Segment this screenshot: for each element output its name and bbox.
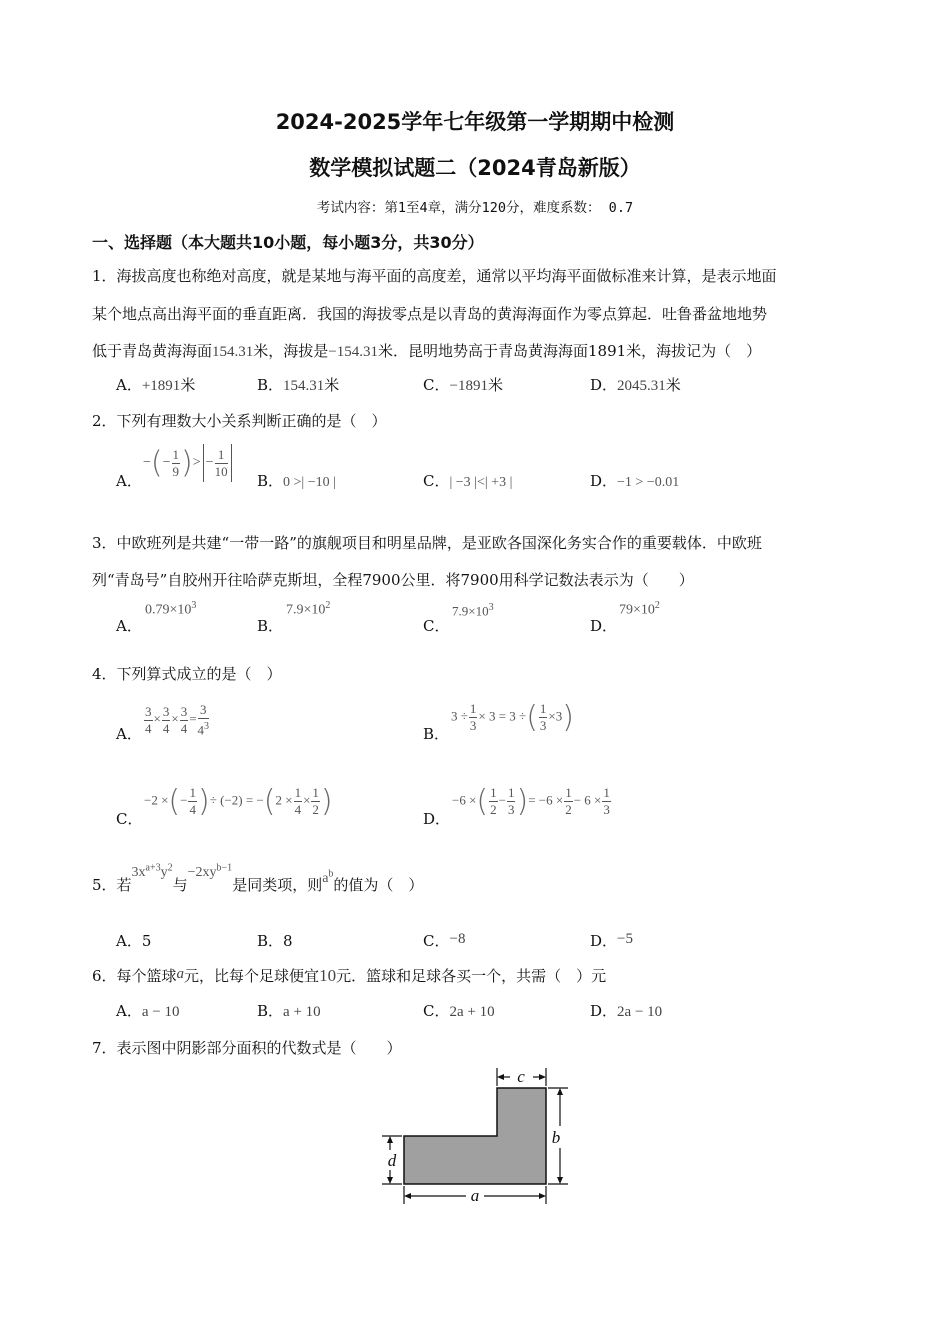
q3-option-b-value: $7.9\times 10^2$ <box>286 600 331 618</box>
q1-line1: 1．海拔高度也称绝对高度，就是某地与海平面的高度差，通常以平均海平面做标准来计算，是表示地面 <box>92 267 777 285</box>
q4-option-a-label[interactable]: A． <box>116 725 142 743</box>
exam-info: 考试内容：第1至4章，满分120分，难度系数： 0.7 <box>316 200 634 216</box>
q4-option-d-expr: −6 ×( $\frac{1}{2}$ − $\frac{1}{3}$ )= −6 × $\frac{1}{2}$ − 6 × $\frac{1}{3}$ <box>452 784 610 819</box>
q2-option-a-label[interactable]: A． <box>116 472 142 490</box>
q6-stem: 6．每个篮球a元，比每个足球便宜10元．篮球和足球各买一个，共需（ ）元 <box>92 966 607 985</box>
q6-option-d[interactable]: D．2a − 10 <box>590 1002 663 1020</box>
label-c: c <box>517 1067 525 1086</box>
label-a: a <box>470 1186 480 1205</box>
q1-option-a[interactable]: A．+1891米 <box>116 376 196 394</box>
q5-option-d[interactable]: D．−5 <box>590 931 633 950</box>
q2-option-c[interactable]: C．| −3 |<| +3 | <box>423 472 513 490</box>
label-d: d <box>387 1151 397 1170</box>
shaded-region <box>404 1088 546 1184</box>
q1-option-c[interactable]: C．−1891米 <box>423 376 503 394</box>
q1-option-d[interactable]: D．2045.31米 <box>590 376 681 394</box>
q5-option-b[interactable]: B．8 <box>257 932 293 950</box>
page-subtitle: 数学模拟试题二（2024青岛新版） <box>309 156 641 180</box>
q3-line1: 3．中欧班列是共建“一带一路”的旗舰项目和明星品牌，是亚欧各国深化务实合作的重要载体．中欧班 <box>92 534 762 552</box>
q3-option-c-value: $7.9\times 10^3$ <box>452 602 494 619</box>
q2-option-b[interactable]: B．0 >| −10 | <box>257 472 336 490</box>
label-b: b <box>551 1128 561 1147</box>
q2-option-a-expr: −(− $\frac{1}{9}$ )> − $\frac{1}{10}$ <box>143 444 234 482</box>
q1-line3: 低于青岛黄海海面154.31米，海拔是−154.31米．昆明地势高于青岛黄海海面1891米，海拔记为（ ） <box>92 342 762 360</box>
q5-stem: 5．若$3x^{a+3}y^2$与$-2xy^{b-1}$是同类项，则$a^b$的值为（ ） <box>92 862 424 894</box>
q6-option-b[interactable]: B．a + 10 <box>257 1002 321 1020</box>
page-title: 2024-2025学年七年级第一学期期中检测 <box>275 110 675 134</box>
q3-option-b-label[interactable]: B． <box>257 617 284 635</box>
q2-option-d[interactable]: D．−1 > −0.01 <box>590 472 680 490</box>
q5-option-c[interactable]: C．−8 <box>423 931 466 950</box>
q3-option-d-label[interactable]: D． <box>590 617 618 635</box>
q1-option-b[interactable]: B．154.31米 <box>257 376 340 394</box>
q3-line2: 列“青岛号”自胶州开往哈萨克斯坦，全程7900公里．将7900用科学记数法表示为（ ） <box>92 571 694 589</box>
q4-option-a-expr: $\frac{3}{4}$ × $\frac{3}{4}$ × $\frac{3}{4}$ = $\frac{3}{4^3}$ <box>145 702 210 738</box>
q5-option-a[interactable]: A．5 <box>116 932 152 950</box>
q4-option-b-label[interactable]: B． <box>423 725 450 743</box>
q2-stem: 2．下列有理数大小关系判断正确的是（ ） <box>92 412 387 430</box>
q4-option-c-expr: −2 ×(− $\frac{1}{4}$ )÷ (−2) = −(2 × $\frac{1}{4}$ × $\frac{1}{2}$ ) <box>144 784 333 819</box>
q1-line2: 某个地点高出海平面的垂直距离．我国的海拔零点是以青岛的黄海海面作为零点算起．吐鲁番盆地地势 <box>92 305 768 323</box>
q3-option-a-label[interactable]: A． <box>116 617 142 635</box>
q7-figure <box>370 1066 590 1216</box>
q3-option-a-value: $0.79\times 10^3$ <box>145 600 197 618</box>
q4-option-c-label[interactable]: C． <box>116 810 143 828</box>
q4-option-d-label[interactable]: D． <box>423 810 451 828</box>
q3-option-c-label[interactable]: C． <box>423 617 450 635</box>
section-heading: 一、选择题（本大题共10小题，每小题3分，共30分） <box>92 233 484 252</box>
q6-option-c[interactable]: C．2a + 10 <box>423 1002 495 1020</box>
q4-stem: 4．下列算式成立的是（ ） <box>92 665 282 683</box>
q4-option-b-expr: 3 ÷ $\frac{1}{3}$ × 3 = 3 ÷( $\frac{1}{3}$ ×3) <box>451 700 574 735</box>
q3-option-d-value: $79\times 10^2$ <box>619 600 660 618</box>
q7-stem: 7．表示图中阴影部分面积的代数式是（ ） <box>92 1039 402 1057</box>
q6-option-a[interactable]: A．a − 10 <box>116 1002 180 1020</box>
